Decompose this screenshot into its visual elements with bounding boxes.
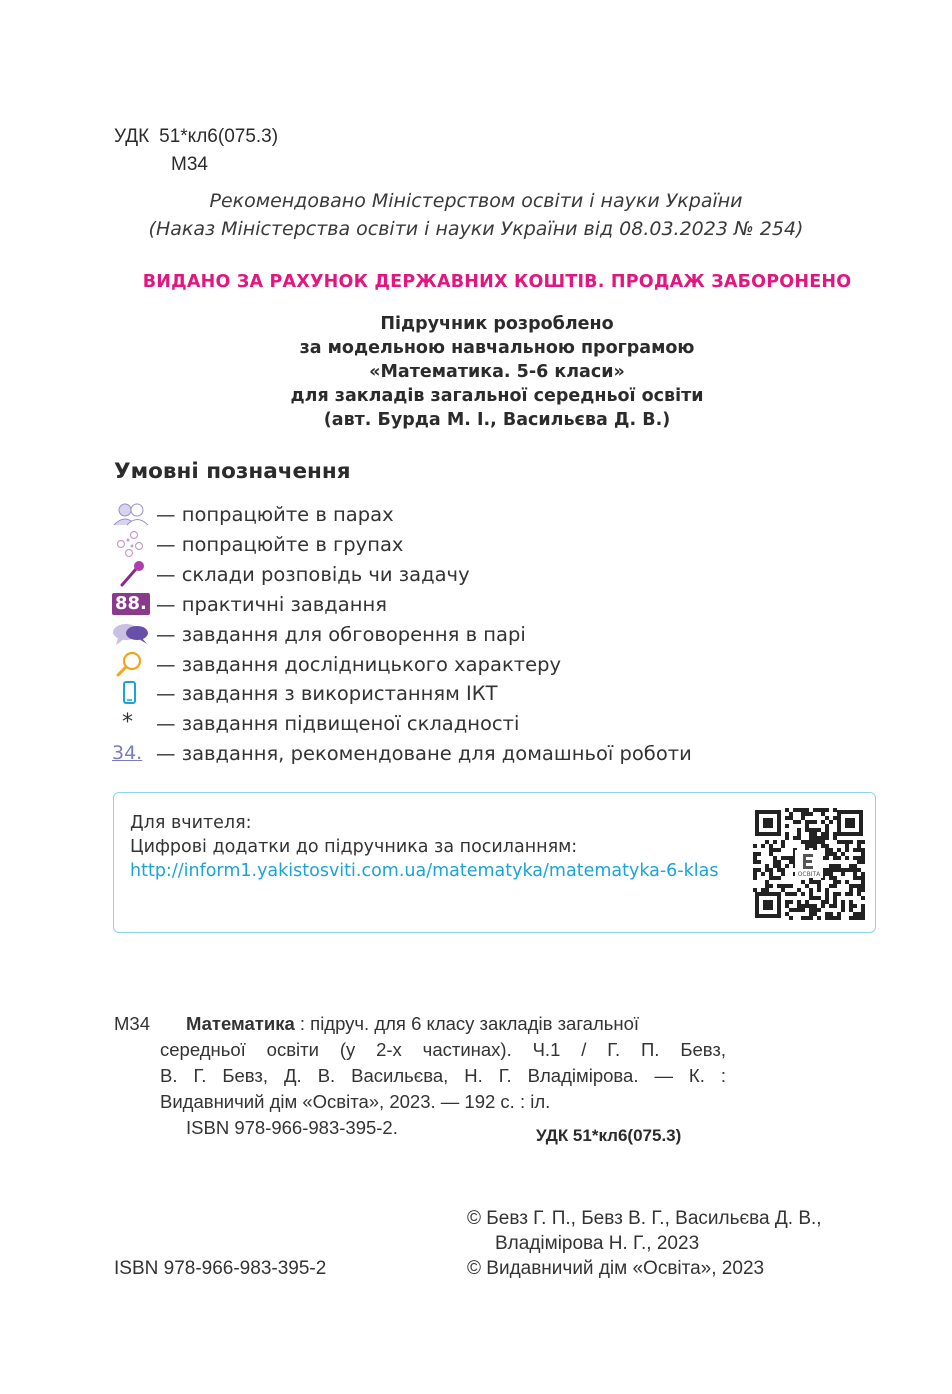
copyright-publisher: © Видавничий дім «Освіта», 2023: [467, 1258, 765, 1279]
group-icon: [112, 530, 152, 558]
smartphone-icon: [112, 679, 152, 707]
author-mark: М34: [171, 154, 208, 175]
program-line-1: Підручник розроблено: [380, 314, 614, 334]
biblio-line-1: : підруч. для 6 класу закладів загальної: [294, 1013, 640, 1034]
footer-isbn: ISBN 978-966-983-395-2: [114, 1258, 327, 1279]
qr-logo-caption: ОСВІТА: [797, 871, 821, 878]
pair-icon: [112, 500, 152, 528]
legend-item-homework: [112, 738, 692, 768]
udk-block: [114, 123, 278, 179]
digital-supplements-text: Цифрові додатки до підручника за посиланням:: [130, 837, 578, 857]
legend-item-pairs: [112, 499, 394, 529]
asterisk-icon: [112, 709, 152, 737]
program-line-5: (авт. Бурда М. І., Васильєва Д. В.): [323, 410, 671, 430]
legend-item-discussion: [112, 619, 526, 649]
legend-item-research: [112, 649, 561, 679]
badge-number: 88.: [112, 593, 150, 615]
legend-text: — завдання дослідницького характеру: [156, 652, 562, 676]
asterisk-symbol: *: [122, 710, 133, 735]
legend-text: — попрацюйте в парах: [156, 502, 394, 526]
legend-item-advanced: [112, 708, 519, 738]
udk-code: 51*кл6(075.3): [159, 126, 279, 147]
home-number-marker: [112, 739, 152, 767]
legend-text: — практичні завдання: [156, 592, 387, 616]
legend-text: — завдання для обговорення в парі: [156, 622, 526, 646]
state-funded-warning: ВИДАНО ЗА РАХУНОК ДЕРЖАВНИХ КОШТІВ. ПРОДАЖ ЗАБОРОНЕНО: [142, 272, 852, 292]
biblio-line-4: Видавничий дім «Освіта», 2023. — 192 с. : іл.: [160, 1091, 551, 1112]
biblio-udk: УДК 51*кл6(075.3): [536, 1126, 682, 1145]
biblio-title: Математика: [186, 1013, 295, 1034]
program-line-3: «Математика. 5-6 класи»: [369, 362, 625, 382]
speech-bubbles-icon: [112, 620, 152, 648]
bibliographic-record: [114, 1011, 726, 1141]
supplements-link[interactable]: http://inform1.yakistosviti.com.ua/matematyka/matematyka-6-klas: [130, 861, 719, 881]
recommendation-line-1: Рекомендовано Міністерством освіти і науки України: [209, 190, 743, 212]
legend-title: Умовні позначення: [114, 459, 351, 484]
microphone-icon: [112, 560, 152, 588]
copyright-authors: © Бевз Г. П., Бевз В. Г., Васильєва Д. В.,: [467, 1208, 822, 1229]
legend-text: — завдання підвищеної складності: [156, 711, 520, 735]
legend-text: — склади розповідь чи задачу: [156, 562, 470, 586]
recommendation-line-2: (Наказ Міністерства освіти і науки України від 08.03.2023 № 254): [148, 218, 804, 240]
program-line-2: за модельною навчальною програмою: [299, 338, 695, 358]
home-number: 34.: [112, 742, 143, 764]
practical-badge: [112, 590, 152, 618]
legend-text: — попрацюйте в групах: [156, 532, 404, 556]
teacher-label: Для вчителя:: [130, 813, 252, 833]
qr-code[interactable]: [753, 808, 865, 920]
legend-item-story: [112, 559, 470, 589]
legend-item-ict: [112, 678, 498, 708]
biblio-code: М34: [114, 1013, 150, 1034]
biblio-isbn: ISBN 978-966-983-395-2.: [186, 1117, 398, 1138]
legend-item-practical: [112, 589, 387, 619]
program-block: [0, 312, 952, 432]
legend-text: — завдання, рекомендоване для домашньої роботи: [156, 741, 692, 765]
magnifier-icon: [112, 650, 152, 678]
copyright-authors-cont: Владімірова Н. Г., 2023: [495, 1233, 700, 1254]
legend-item-groups: [112, 529, 403, 559]
program-line-4: для закладів загальної середньої освіти: [290, 386, 704, 406]
biblio-line-2: середньої освіти (у 2-х частинах). Ч.1 / Г. П. Бевз,: [160, 1039, 726, 1060]
udk-label: УДК: [114, 126, 150, 147]
biblio-line-3: В. Г. Бевз, Д. В. Васильєва, Н. Г. Владімірова. — К. :: [160, 1065, 726, 1086]
legend-text: — завдання з використанням ІКТ: [156, 681, 498, 705]
